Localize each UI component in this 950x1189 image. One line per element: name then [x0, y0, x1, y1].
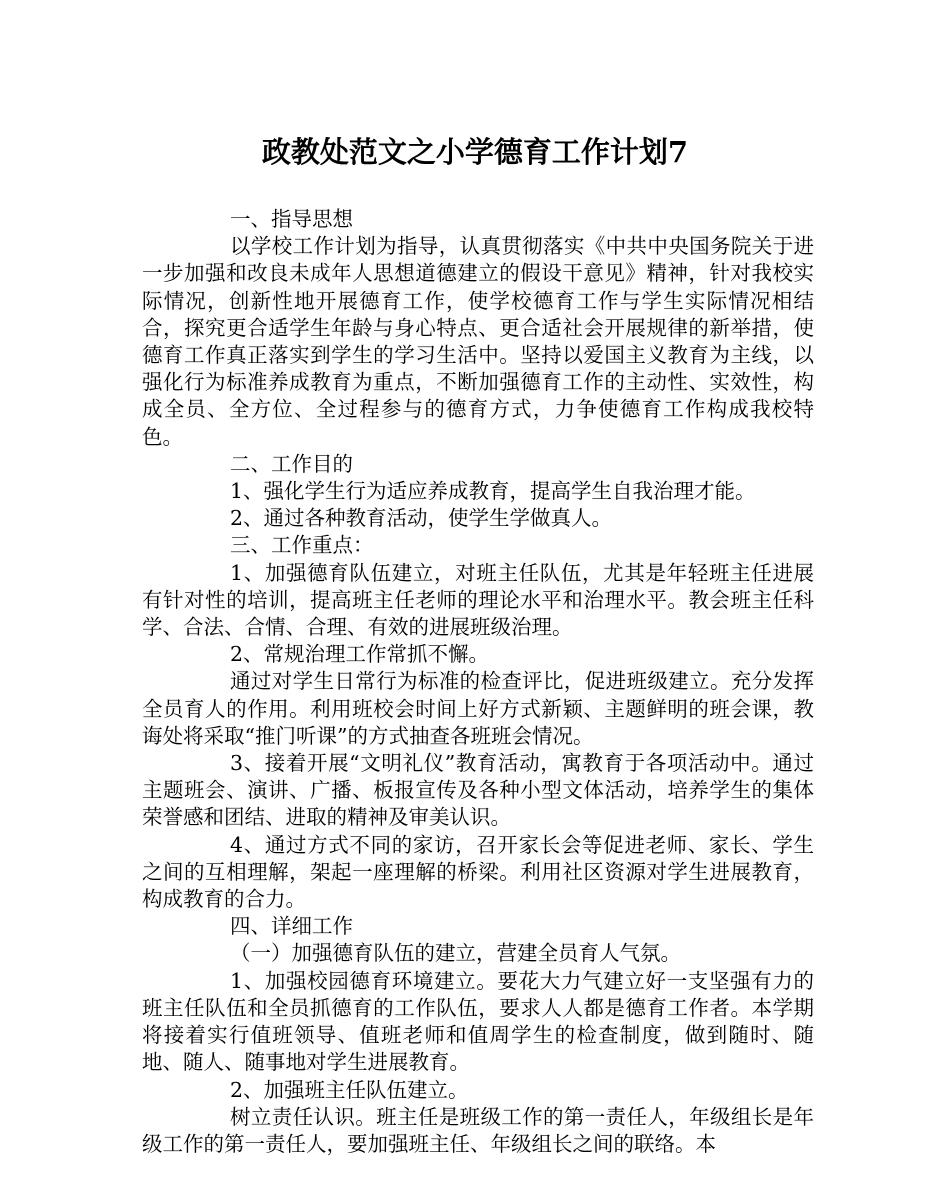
- section-heading: 三、工作重点：: [230, 533, 374, 558]
- section-heading: 一、指导思想: [230, 207, 353, 231]
- list-item: 1、加强校园德育环境建立。要花大力气建立好一支坚强有力的班主任队伍和全员抓德育的工作队伍，要求人人都是德育工作者。本学期将接着实行值班领导、值班老师和值周学生的检查制度，做到随时、随地、随人、随事地对学生进展教育。: [142, 968, 814, 1075]
- list-item: 2、通过各种教育活动，使学生学做真人。: [230, 506, 613, 531]
- body-paragraph: 通过对学生日常行为标准的检查评比，促进班级建立。充分发挥全员育人的作用。利用班校会时间上好方式新颖、主题鲜明的班会课，教诲处将采取“推门听课”的方式抽查各班班会情况。: [142, 669, 814, 748]
- list-item: 2、常规治理工作常抓不懈。: [230, 642, 490, 667]
- subsection-heading: （一）加强德育队伍的建立，营建全员育人气氛。: [230, 941, 681, 966]
- body-paragraph: 树立责任认识。班主任是班级工作的第一责任人，年级组长是年级工作的第一责任人，要加强班主任、年级组长之间的联络。本: [142, 1104, 814, 1156]
- section-heading: 二、工作目的: [230, 451, 353, 476]
- document-body: [142, 206, 814, 1158]
- body-paragraph: 以学校工作计划为指导，认真贯彻落实《中共中央国务院关于进一步加强和改良未成年人思想道德建立的假设干意见》精神，针对我校实际情况，创新性地开展德育工作，使学校德育工作与学生实际情况相结合，探究更合适学生年龄与身心特点、更合适社会开展规律的新举措，使德育工作真正落实到学生的学习生活中。坚持以爱国主义教育为主线，以强化行为标准养成教育为重点，不断加强德育工作的主动性、实效性，构成全员、全方位、全过程参与的德育方式，力争使德育工作构成我校特色。: [142, 234, 814, 449]
- list-item: 2、加强班主任队伍建立。: [230, 1077, 469, 1102]
- list-item: 1、强化学生行为适应养成教育，提高学生自我治理才能。: [230, 479, 756, 504]
- list-item: 3、接着开展“文明礼仪”教育活动，寓教育于各项活动中。通过主题班会、演讲、广播、板报宣传及各种小型文体活动，培养学生的集体荣誉感和团结、进取的精神及审美认识。: [142, 751, 814, 830]
- section-heading: 四、详细工作: [230, 914, 353, 939]
- list-item: 4、通过方式不同的家访，召开家长会等促进老师、家长、学生之间的互相理解，架起一座理解的桥梁。利用社区资源对学生进展教育，构成教育的合力。: [142, 832, 814, 912]
- list-item: 1、加强德育队伍建立，对班主任队伍，尤其是年轻班主任进展有针对性的培训，提高班主任老师的理论水平和治理水平。教会班主任科学、合法、合情、合理、有效的进展班级治理。: [142, 560, 814, 640]
- document-title: 政教处范文之小学德育工作计划7: [261, 135, 689, 169]
